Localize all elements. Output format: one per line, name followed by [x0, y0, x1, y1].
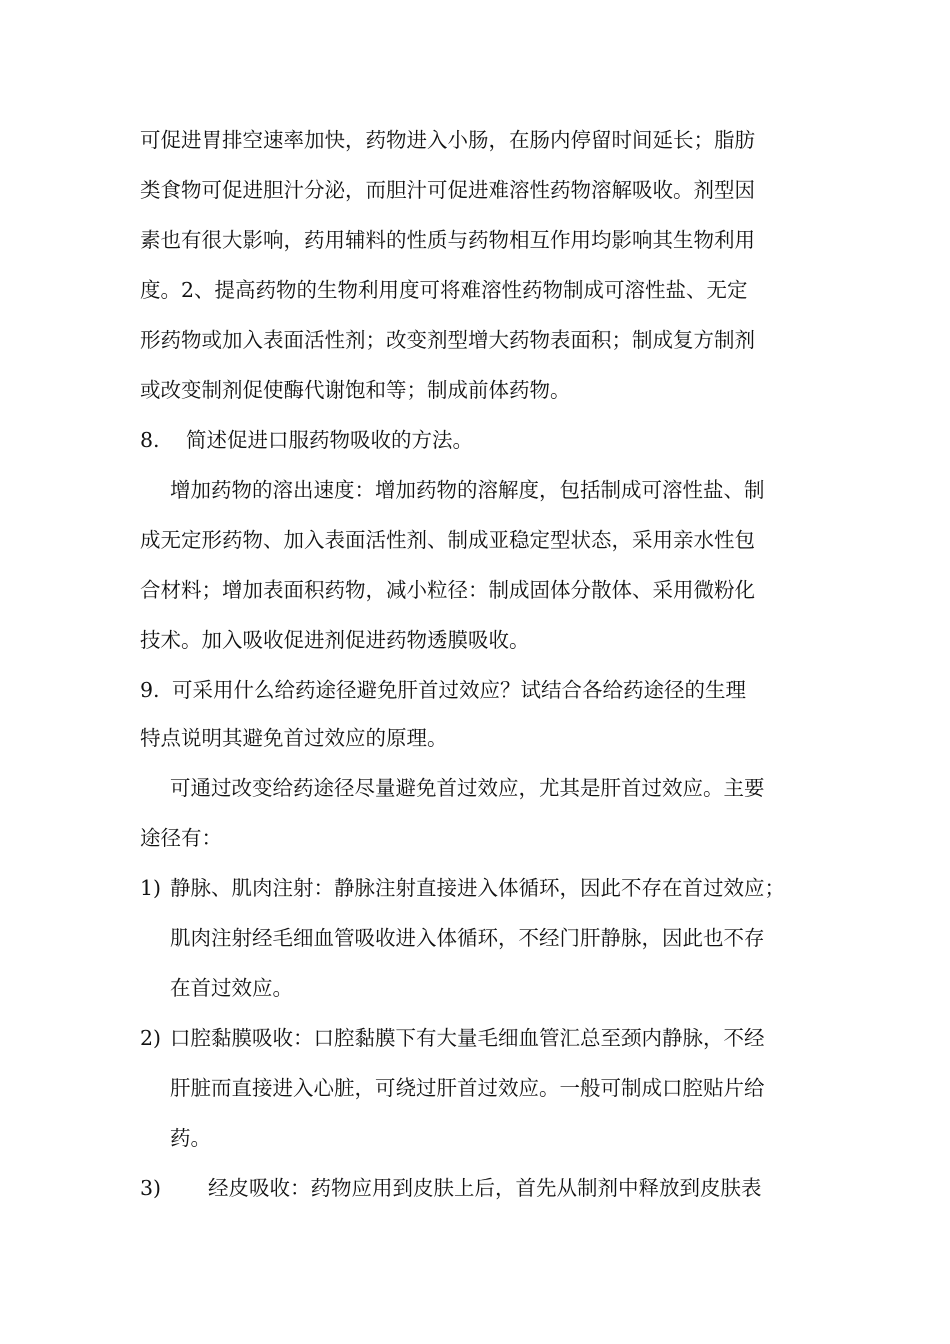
list-item-line: 肌肉注射经毛细血管吸收进入体循环，不经门肝静脉，因此也不存: [170, 926, 765, 950]
answer-8-line: 增加药物的溶出速度：增加药物的溶解度，包括制成可溶性盐、制: [170, 478, 765, 502]
answer-9-intro-line: 可通过改变给药途径尽量避免首过效应，尤其是肝首过效应。主要: [170, 776, 765, 800]
answer-9-intro-line: 途径有：: [140, 826, 222, 850]
question-9-text: 可采用什么给药途径避免肝首过效应？试结合各给药途径的生理: [172, 678, 746, 702]
paragraph-line: 素也有很大影响，药用辅料的性质与药物相互作用均影响其生物利用: [140, 228, 755, 252]
answer-8-line: 成无定形药物、加入表面活性剂、制成亚稳定型状态，采用亲水性包: [140, 528, 755, 552]
answer-8-line: 技术。加入吸收促进剂促进药物透膜吸收。: [140, 628, 530, 652]
question-9-number: 9.: [140, 678, 160, 702]
paragraph-line: 或改变制剂促使酶代谢饱和等；制成前体药物。: [140, 378, 571, 402]
paragraph-line: 度。2、提高药物的生物利用度可将难溶性药物制成可溶性盐、无定: [140, 278, 748, 302]
list-item-marker: 2): [140, 1026, 162, 1050]
question-9-text: 特点说明其避免首过效应的原理。: [140, 726, 448, 750]
question-8-number: 8.: [140, 428, 160, 452]
list-item-line: 肝脏而直接进入心脏，可绕过肝首过效应。一般可制成口腔贴片给: [170, 1076, 765, 1100]
list-item-line: 口腔黏膜吸收：口腔黏膜下有大量毛细血管汇总至颈内静脉，不经: [170, 1026, 765, 1050]
list-item-marker: 1): [140, 876, 162, 900]
list-item-marker: 3): [140, 1176, 162, 1200]
list-item-line: 在首过效应。: [170, 976, 293, 1000]
list-item-line: 静脉、肌肉注射：静脉注射直接进入体循环，因此不存在首过效应；: [170, 876, 785, 900]
answer-8-line: 合材料；增加表面积药物，减小粒径：制成固体分散体、采用微粉化: [140, 578, 755, 602]
question-8-text: 简述促进口服药物吸收的方法。: [186, 428, 473, 452]
paragraph-line: 形药物或加入表面活性剂；改变剂型增大药物表面积；制成复方制剂: [140, 328, 755, 352]
paragraph-line: 可促进胃排空速率加快，药物进入小肠，在肠内停留时间延长；脂肪: [140, 128, 755, 152]
list-item-line: 经皮吸收：药物应用到皮肤上后，首先从制剂中释放到皮肤表: [208, 1176, 762, 1200]
paragraph-line: 类食物可促进胆汁分泌，而胆汁可促进难溶性药物溶解吸收。剂型因: [140, 178, 755, 202]
list-item-line: 药。: [170, 1126, 211, 1150]
